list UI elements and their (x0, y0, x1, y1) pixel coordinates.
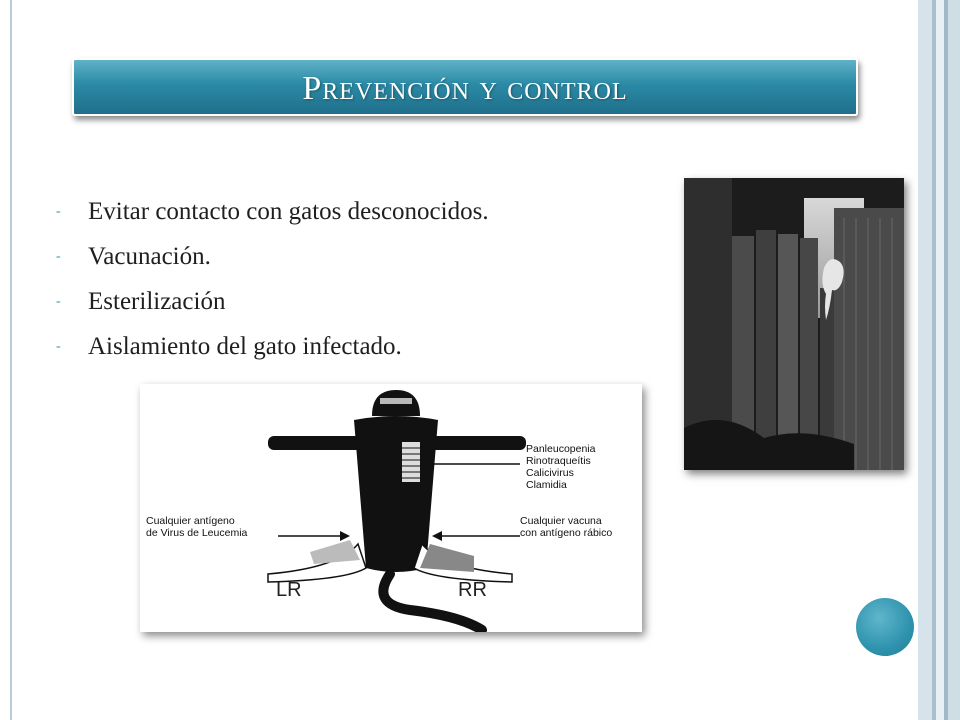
fence-photo-image (684, 178, 904, 470)
rr-label: RR (458, 579, 487, 601)
lr-label: LR (276, 579, 302, 601)
bullet-text: Esterilización (88, 288, 226, 315)
vaccine-label-panleucopenia: Panleucopenia (526, 443, 596, 455)
bullet-marker: - (56, 294, 61, 309)
bullet-marker: - (56, 249, 61, 264)
cat-on-fence-photo (684, 178, 904, 470)
bullet-item (56, 327, 676, 372)
right-frame-stripe (936, 0, 944, 720)
vaccination-sites-diagram (140, 384, 642, 632)
left-site-label-line1: Cualquier antígeno (146, 515, 235, 527)
vaccine-label-rinotraqueitis: Rinotraqueítis (526, 455, 591, 467)
right-frame-stripe (948, 0, 960, 720)
vaccine-label-calicivirus: Calicivirus (526, 467, 574, 479)
bullet-marker: - (56, 339, 61, 354)
bullet-item (56, 237, 676, 282)
vaccine-label-clamidia: Clamidia (526, 479, 567, 491)
right-site-label-line1: Cualquier vacuna (520, 515, 602, 527)
decorative-circle (856, 598, 914, 656)
bullet-list (56, 192, 676, 372)
bullet-text: Evitar contacto con gatos desconocidos. (88, 198, 489, 225)
cat-silhouette-diagram (140, 384, 642, 632)
slide-title: Prevención y control (302, 70, 628, 107)
bullet-item (56, 192, 676, 237)
left-site-label-line2: de Virus de Leucemia (146, 527, 248, 539)
title-bar (72, 58, 858, 116)
bullet-marker: - (56, 204, 61, 219)
right-site-label-line2: con antígeno rábico (520, 527, 613, 539)
bullet-text: Vacunación. (88, 243, 211, 270)
bullet-item (56, 282, 676, 327)
right-frame-stripe (918, 0, 932, 720)
left-frame-line (10, 0, 12, 720)
bullet-text: Aislamiento del gato infectado. (88, 333, 402, 360)
